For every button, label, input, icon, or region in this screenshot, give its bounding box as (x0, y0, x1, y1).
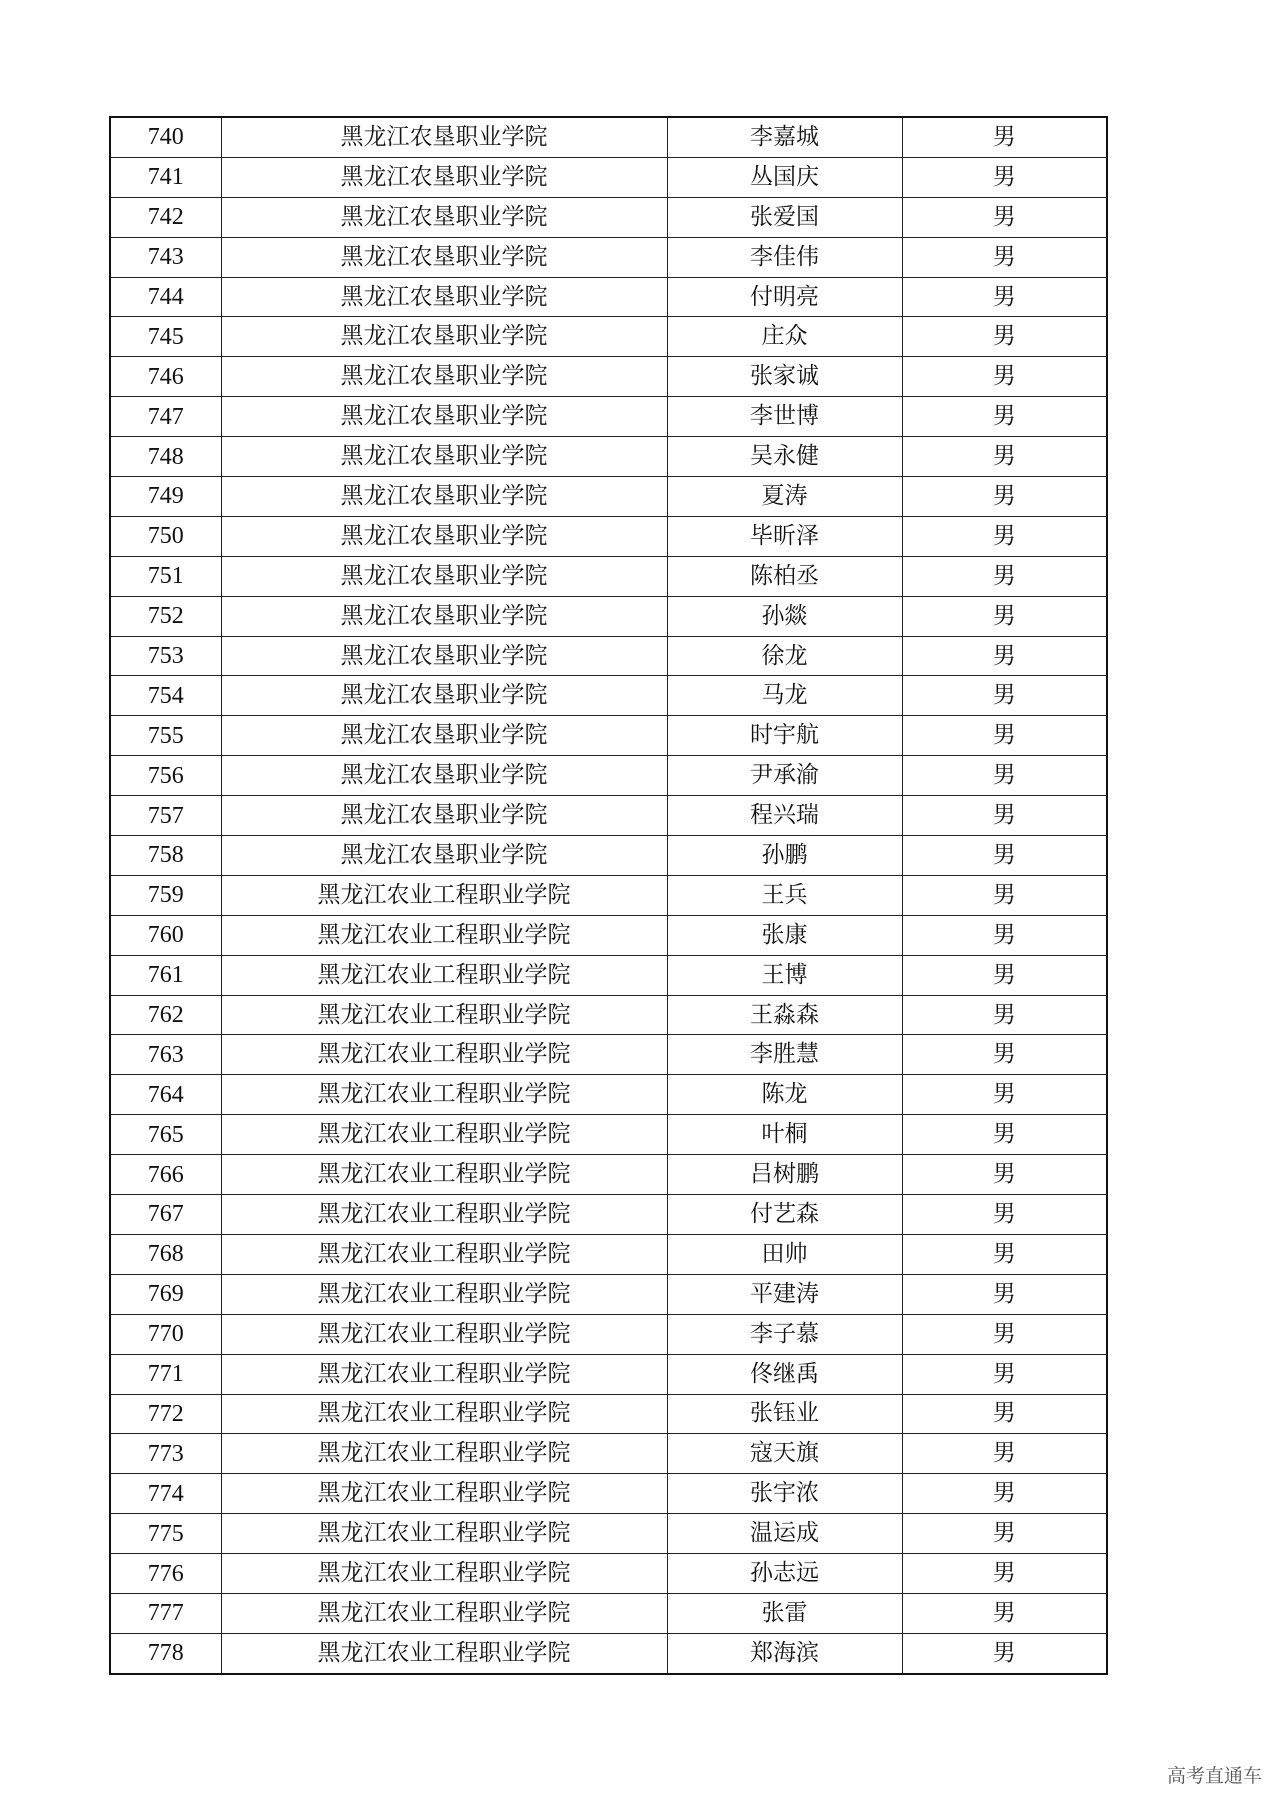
student-name-cell: 王淼森 (667, 995, 902, 1035)
school-cell: 黑龙江农垦职业学院 (221, 836, 667, 876)
table-row (110, 117, 1107, 157)
table-row (110, 1115, 1107, 1155)
gender-cell: 男 (902, 157, 1107, 197)
table-row (110, 1394, 1107, 1434)
roster-table (109, 116, 1108, 1675)
table-row (110, 915, 1107, 955)
gender-cell: 男 (902, 397, 1107, 437)
gender-cell: 男 (902, 117, 1107, 157)
school-cell: 黑龙江农业工程职业学院 (221, 1195, 667, 1235)
student-name-cell: 李世博 (667, 397, 902, 437)
gender-cell: 男 (902, 1234, 1107, 1274)
row-number-cell: 751 (110, 556, 221, 596)
row-number-cell: 750 (110, 516, 221, 556)
table-row (110, 1514, 1107, 1554)
school-cell: 黑龙江农垦职业学院 (221, 237, 667, 277)
row-number-cell: 743 (110, 237, 221, 277)
row-number-cell: 772 (110, 1394, 221, 1434)
student-name-cell: 王博 (667, 955, 902, 995)
student-name-cell: 王兵 (667, 875, 902, 915)
row-number-cell: 767 (110, 1195, 221, 1235)
student-name-cell: 李胜慧 (667, 1035, 902, 1075)
row-number-cell: 745 (110, 317, 221, 357)
school-cell: 黑龙江农业工程职业学院 (221, 1035, 667, 1075)
gender-cell: 男 (902, 995, 1107, 1035)
student-name-cell: 郑海滨 (667, 1633, 902, 1673)
gender-cell: 男 (902, 836, 1107, 876)
school-cell: 黑龙江农垦职业学院 (221, 477, 667, 517)
row-number-cell: 763 (110, 1035, 221, 1075)
school-cell: 黑龙江农垦职业学院 (221, 556, 667, 596)
gender-cell: 男 (902, 955, 1107, 995)
student-name-cell: 李佳伟 (667, 237, 902, 277)
gender-cell: 男 (902, 1474, 1107, 1514)
row-number-cell: 753 (110, 636, 221, 676)
row-number-cell: 742 (110, 197, 221, 237)
row-number-cell: 768 (110, 1234, 221, 1274)
table-row (110, 157, 1107, 197)
school-cell: 黑龙江农业工程职业学院 (221, 955, 667, 995)
table-row (110, 1075, 1107, 1115)
student-name-cell: 叶桐 (667, 1115, 902, 1155)
gender-cell: 男 (902, 1593, 1107, 1633)
student-name-cell: 吴永健 (667, 437, 902, 477)
student-name-cell: 程兴瑞 (667, 796, 902, 836)
school-cell: 黑龙江农垦职业学院 (221, 796, 667, 836)
school-cell: 黑龙江农业工程职业学院 (221, 995, 667, 1035)
school-cell: 黑龙江农业工程职业学院 (221, 1234, 667, 1274)
student-name-cell: 夏涛 (667, 477, 902, 517)
student-name-cell: 孙燚 (667, 596, 902, 636)
school-cell: 黑龙江农业工程职业学院 (221, 915, 667, 955)
table-row (110, 437, 1107, 477)
row-number-cell: 771 (110, 1354, 221, 1394)
student-name-cell: 张钰业 (667, 1394, 902, 1434)
student-name-cell: 吕树鹏 (667, 1155, 902, 1195)
student-name-cell: 张康 (667, 915, 902, 955)
table-row (110, 1434, 1107, 1474)
row-number-cell: 744 (110, 277, 221, 317)
student-name-cell: 李嘉城 (667, 117, 902, 157)
row-number-cell: 762 (110, 995, 221, 1035)
table-row (110, 955, 1107, 995)
gender-cell: 男 (902, 357, 1107, 397)
school-cell: 黑龙江农业工程职业学院 (221, 1075, 667, 1115)
table-row (110, 197, 1107, 237)
gender-cell: 男 (902, 1115, 1107, 1155)
school-cell: 黑龙江农垦职业学院 (221, 317, 667, 357)
student-name-cell: 田帅 (667, 1234, 902, 1274)
school-cell: 黑龙江农业工程职业学院 (221, 1394, 667, 1434)
school-cell: 黑龙江农业工程职业学院 (221, 1314, 667, 1354)
student-name-cell: 丛国庆 (667, 157, 902, 197)
table-row (110, 596, 1107, 636)
row-number-cell: 776 (110, 1554, 221, 1594)
table-row (110, 1554, 1107, 1594)
row-number-cell: 741 (110, 157, 221, 197)
row-number-cell: 778 (110, 1633, 221, 1673)
row-number-cell: 757 (110, 796, 221, 836)
table-row (110, 1274, 1107, 1314)
row-number-cell: 760 (110, 915, 221, 955)
school-cell: 黑龙江农业工程职业学院 (221, 1554, 667, 1594)
row-number-cell: 775 (110, 1514, 221, 1554)
row-number-cell: 754 (110, 676, 221, 716)
school-cell: 黑龙江农垦职业学院 (221, 716, 667, 756)
table-row (110, 756, 1107, 796)
roster-body (110, 117, 1107, 1674)
table-row (110, 317, 1107, 357)
row-number-cell: 758 (110, 836, 221, 876)
school-cell: 黑龙江农业工程职业学院 (221, 1633, 667, 1673)
row-number-cell: 774 (110, 1474, 221, 1514)
school-cell: 黑龙江农业工程职业学院 (221, 1354, 667, 1394)
school-cell: 黑龙江农业工程职业学院 (221, 1474, 667, 1514)
row-number-cell: 764 (110, 1075, 221, 1115)
gender-cell: 男 (902, 1035, 1107, 1075)
student-name-cell: 毕昕泽 (667, 516, 902, 556)
student-name-cell: 陈柏丞 (667, 556, 902, 596)
student-name-cell: 时宇航 (667, 716, 902, 756)
table-row (110, 277, 1107, 317)
gender-cell: 男 (902, 756, 1107, 796)
gender-cell: 男 (902, 796, 1107, 836)
table-row (110, 716, 1107, 756)
gender-cell: 男 (902, 437, 1107, 477)
school-cell: 黑龙江农垦职业学院 (221, 277, 667, 317)
row-number-cell: 765 (110, 1115, 221, 1155)
table-row (110, 676, 1107, 716)
school-cell: 黑龙江农垦职业学院 (221, 197, 667, 237)
school-cell: 黑龙江农垦职业学院 (221, 357, 667, 397)
table-row (110, 796, 1107, 836)
row-number-cell: 756 (110, 756, 221, 796)
table-row (110, 636, 1107, 676)
school-cell: 黑龙江农业工程职业学院 (221, 1434, 667, 1474)
school-cell: 黑龙江农垦职业学院 (221, 676, 667, 716)
school-cell: 黑龙江农业工程职业学院 (221, 1593, 667, 1633)
table-row (110, 1633, 1107, 1673)
row-number-cell: 755 (110, 716, 221, 756)
student-name-cell: 陈龙 (667, 1075, 902, 1115)
student-name-cell: 温运成 (667, 1514, 902, 1554)
student-name-cell: 马龙 (667, 676, 902, 716)
student-name-cell: 孙志远 (667, 1554, 902, 1594)
gender-cell: 男 (902, 317, 1107, 357)
student-name-cell: 尹承渝 (667, 756, 902, 796)
gender-cell: 男 (902, 477, 1107, 517)
gender-cell: 男 (902, 197, 1107, 237)
school-cell: 黑龙江农业工程职业学院 (221, 1115, 667, 1155)
row-number-cell: 766 (110, 1155, 221, 1195)
table-row (110, 836, 1107, 876)
student-name-cell: 张家诚 (667, 357, 902, 397)
row-number-cell: 773 (110, 1434, 221, 1474)
table-row (110, 995, 1107, 1035)
school-cell: 黑龙江农垦职业学院 (221, 117, 667, 157)
school-cell: 黑龙江农业工程职业学院 (221, 1155, 667, 1195)
gender-cell: 男 (902, 1394, 1107, 1434)
gender-cell: 男 (902, 596, 1107, 636)
gender-cell: 男 (902, 875, 1107, 915)
school-cell: 黑龙江农业工程职业学院 (221, 875, 667, 915)
gender-cell: 男 (902, 1075, 1107, 1115)
row-number-cell: 769 (110, 1274, 221, 1314)
table-row (110, 357, 1107, 397)
student-name-cell: 庄众 (667, 317, 902, 357)
row-number-cell: 748 (110, 437, 221, 477)
gender-cell: 男 (902, 277, 1107, 317)
gender-cell: 男 (902, 1554, 1107, 1594)
gender-cell: 男 (902, 636, 1107, 676)
table-row (110, 1234, 1107, 1274)
row-number-cell: 752 (110, 596, 221, 636)
school-cell: 黑龙江农垦职业学院 (221, 756, 667, 796)
gender-cell: 男 (902, 1354, 1107, 1394)
student-name-cell: 张宇浓 (667, 1474, 902, 1514)
row-number-cell: 770 (110, 1314, 221, 1354)
row-number-cell: 777 (110, 1593, 221, 1633)
row-number-cell: 746 (110, 357, 221, 397)
gender-cell: 男 (902, 1314, 1107, 1354)
row-number-cell: 759 (110, 875, 221, 915)
table-row (110, 1354, 1107, 1394)
table-row (110, 1314, 1107, 1354)
student-name-cell: 张雷 (667, 1593, 902, 1633)
student-name-cell: 平建涛 (667, 1274, 902, 1314)
student-name-cell: 李子慕 (667, 1314, 902, 1354)
gender-cell: 男 (902, 1155, 1107, 1195)
table-row (110, 397, 1107, 437)
table-row (110, 1155, 1107, 1195)
student-name-cell: 付明亮 (667, 277, 902, 317)
row-number-cell: 740 (110, 117, 221, 157)
table-row (110, 556, 1107, 596)
student-name-cell: 付艺森 (667, 1195, 902, 1235)
row-number-cell: 749 (110, 477, 221, 517)
school-cell: 黑龙江农业工程职业学院 (221, 1274, 667, 1314)
school-cell: 黑龙江农垦职业学院 (221, 437, 667, 477)
student-name-cell: 寇天旗 (667, 1434, 902, 1474)
gender-cell: 男 (902, 1633, 1107, 1673)
table-row (110, 1593, 1107, 1633)
gender-cell: 男 (902, 556, 1107, 596)
table-row (110, 1195, 1107, 1235)
gender-cell: 男 (902, 1274, 1107, 1314)
table-row (110, 516, 1107, 556)
student-name-cell: 孙鹏 (667, 836, 902, 876)
gender-cell: 男 (902, 237, 1107, 277)
table-row (110, 237, 1107, 277)
table-row (110, 477, 1107, 517)
table-row (110, 1035, 1107, 1075)
school-cell: 黑龙江农垦职业学院 (221, 636, 667, 676)
student-name-cell: 张爱国 (667, 197, 902, 237)
table-row (110, 875, 1107, 915)
watermark-text: 高考直通车 (1166, 1765, 1262, 1787)
gender-cell: 男 (902, 1514, 1107, 1554)
gender-cell: 男 (902, 915, 1107, 955)
row-number-cell: 761 (110, 955, 221, 995)
school-cell: 黑龙江农垦职业学院 (221, 157, 667, 197)
table-row (110, 1474, 1107, 1514)
school-cell: 黑龙江农业工程职业学院 (221, 1514, 667, 1554)
student-name-cell: 徐龙 (667, 636, 902, 676)
school-cell: 黑龙江农垦职业学院 (221, 397, 667, 437)
student-name-cell: 佟继禹 (667, 1354, 902, 1394)
gender-cell: 男 (902, 1195, 1107, 1235)
school-cell: 黑龙江农垦职业学院 (221, 516, 667, 556)
school-cell: 黑龙江农垦职业学院 (221, 596, 667, 636)
gender-cell: 男 (902, 676, 1107, 716)
row-number-cell: 747 (110, 397, 221, 437)
gender-cell: 男 (902, 1434, 1107, 1474)
gender-cell: 男 (902, 516, 1107, 556)
gender-cell: 男 (902, 716, 1107, 756)
